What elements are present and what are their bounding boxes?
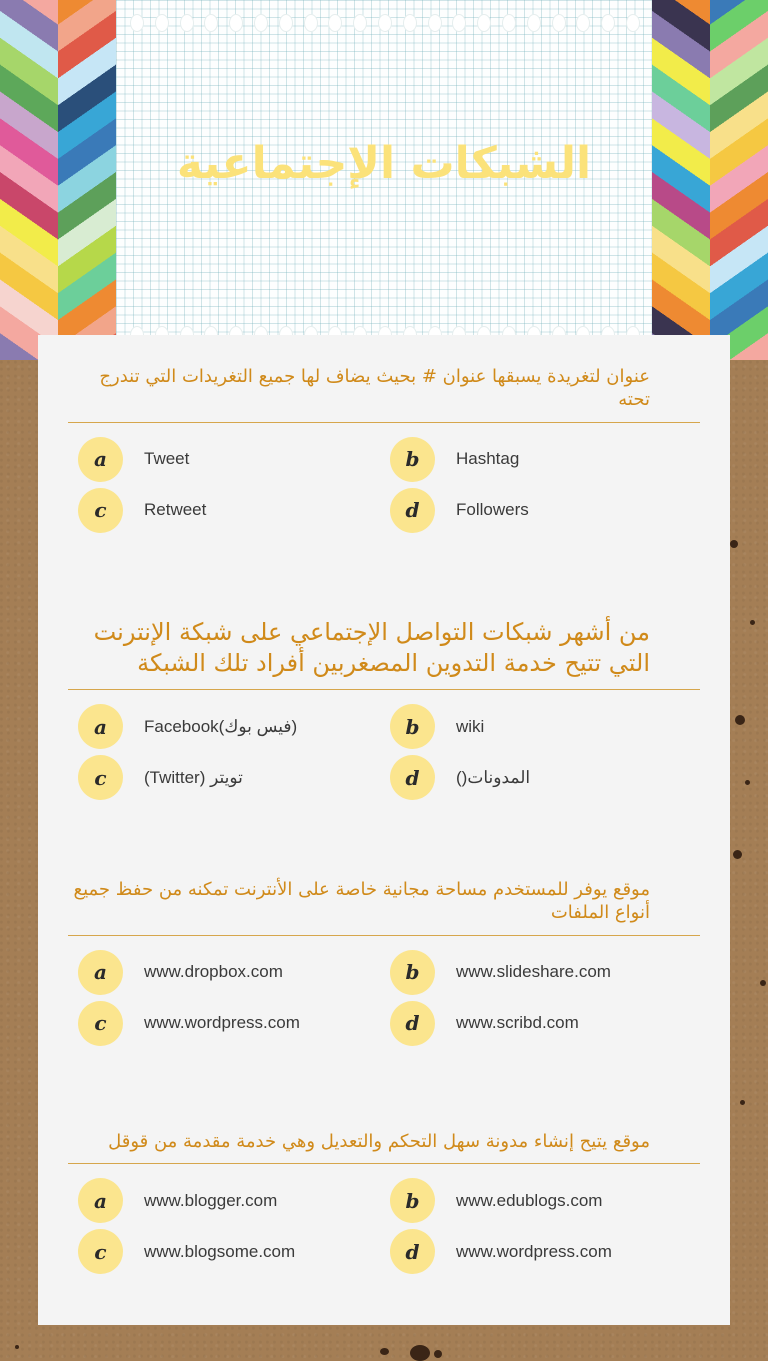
answer-text: Tweet <box>144 449 190 469</box>
chevron-pattern-left <box>0 0 116 360</box>
answer-option-a[interactable] <box>68 950 380 995</box>
letter-badge: d <box>390 1229 435 1274</box>
letter-badge: b <box>390 437 435 482</box>
answer-text: www.slideshare.com <box>456 962 611 982</box>
divider <box>68 1163 700 1164</box>
question-text: موقع يتيح إنشاء مدونة سهل التحكم والتعديل وهي خدمة مقدمة من قوقل <box>108 1131 650 1152</box>
answer-option-c[interactable] <box>68 488 380 533</box>
answer-text: www.wordpress.com <box>456 1241 612 1261</box>
question-3 <box>68 878 700 1046</box>
answer-option-a[interactable] <box>68 437 380 482</box>
letter-badge: d <box>390 1001 435 1046</box>
answer-text: Followers <box>456 500 529 520</box>
answer-list <box>68 1178 700 1274</box>
letter-badge: a <box>78 1178 123 1223</box>
answer-option-d[interactable] <box>380 488 700 533</box>
letter-badge: a <box>78 704 123 749</box>
question-text: موقع يوفر للمستخدم مساحة مجانية خاصة على الأنترنت تمكنه من حفظ جميع أنواع الملفات <box>73 879 650 924</box>
letter-badge: d <box>390 488 435 533</box>
answer-option-a[interactable] <box>68 704 380 749</box>
letter-badge: c <box>78 1001 123 1046</box>
letter-badge: b <box>390 1178 435 1223</box>
answer-text: www.dropbox.com <box>144 962 283 982</box>
letter-badge: c <box>78 1229 123 1274</box>
letter-badge: d <box>390 755 435 800</box>
answer-option-b[interactable] <box>380 950 700 995</box>
letter-badge: a <box>78 950 123 995</box>
answer-text: www.wordpress.com <box>144 1013 300 1033</box>
letter-badge: c <box>78 755 123 800</box>
letter-badge: b <box>390 704 435 749</box>
answer-option-b[interactable] <box>380 437 700 482</box>
answer-list <box>68 704 700 800</box>
notebook-holes-top <box>130 14 640 32</box>
answer-option-c[interactable] <box>68 1001 380 1046</box>
header-banner <box>0 0 768 360</box>
divider <box>68 689 700 690</box>
letter-badge: a <box>78 437 123 482</box>
answer-option-b[interactable] <box>380 1178 700 1223</box>
answer-text: www.blogsome.com <box>144 1241 296 1261</box>
answer-text: Retweet <box>144 500 207 520</box>
answer-text: ()المدونات <box>456 767 531 787</box>
answer-option-c[interactable] <box>68 755 380 800</box>
answer-text: www.scribd.com <box>456 1013 579 1033</box>
answer-option-c[interactable] <box>68 1229 380 1274</box>
answer-list <box>68 950 700 1046</box>
divider <box>68 935 700 936</box>
answer-option-b[interactable] <box>380 704 700 749</box>
answer-text: wiki <box>456 716 485 736</box>
answer-option-d[interactable] <box>380 755 700 800</box>
page-title: الشبكات الإجتماعية <box>176 138 592 189</box>
answer-text: www.blogger.com <box>144 1190 278 1210</box>
answer-option-a[interactable] <box>68 1178 380 1223</box>
question-2 <box>68 617 700 800</box>
answer-text: Hashtag <box>456 449 520 469</box>
chevron-pattern-right <box>652 0 768 360</box>
answer-text: www.edublogs.com <box>456 1190 603 1210</box>
answer-text: Facebook(فيس بوك) <box>144 716 298 736</box>
quiz-card <box>38 335 730 1325</box>
answer-text: (Twitter) تويتر <box>144 767 243 787</box>
answer-list <box>68 437 700 533</box>
answer-option-d[interactable] <box>380 1229 700 1274</box>
letter-badge: c <box>78 488 123 533</box>
answer-option-d[interactable] <box>380 1001 700 1046</box>
letter-badge: b <box>390 950 435 995</box>
divider <box>68 422 700 423</box>
question-text: من أشهر شبكات التواصل الإجتماعي على شبكة الإنترنت التي تتيح خدمة التدوين المصغربين أفراد تلك الشبكة <box>93 618 650 678</box>
question-1 <box>68 365 700 533</box>
question-text: عنوان لتغريدة يسبقها عنوان # بحيث يضاف لها جميع التغريدات التي تندرج تحته <box>99 366 650 411</box>
question-4 <box>68 1130 700 1274</box>
